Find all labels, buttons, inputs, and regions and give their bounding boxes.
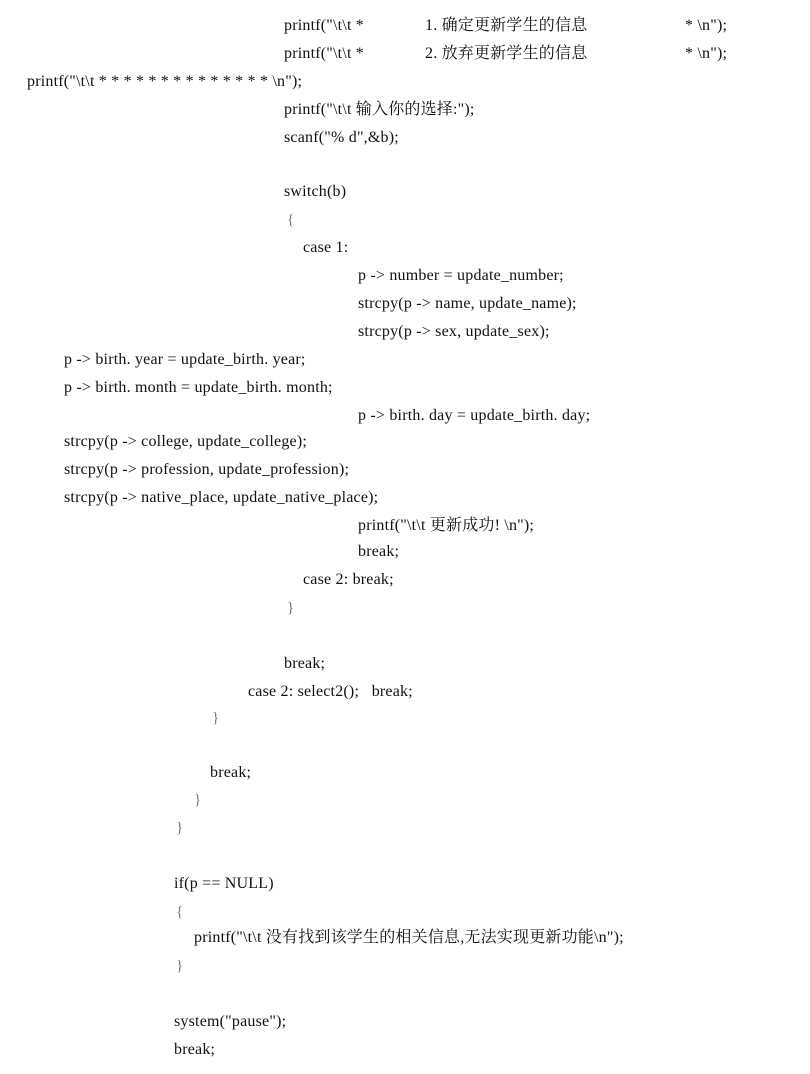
code-brace: { <box>287 212 295 228</box>
code-brace: } <box>212 710 220 726</box>
code-line: case 2: select2(); break; <box>248 683 413 700</box>
code-brace: } <box>176 958 184 974</box>
code-line: printf("\t\t * <box>284 45 364 62</box>
code-line: strcpy(p -> name, update_name); <box>358 295 577 312</box>
code-line: strcpy(p -> native_place, update_native_place); <box>64 489 379 506</box>
code-line: break; <box>284 655 326 672</box>
code-brace: } <box>194 792 202 808</box>
code-line: printf("\t\t * * * * * * * * * * * * * * \n"); <box>27 73 303 90</box>
code-line: scanf("% d",&b); <box>284 129 399 146</box>
code-line: printf("\t\t 更新成功! \n"); <box>358 517 535 534</box>
code-line: break; <box>358 543 400 560</box>
code-line: p -> birth. day = update_birth. day; <box>358 407 591 424</box>
code-line: * \n"); <box>685 45 728 62</box>
code-line: strcpy(p -> college, update_college); <box>64 433 307 450</box>
code-line: p -> birth. month = update_birth. month; <box>64 379 333 396</box>
code-line: * \n"); <box>685 17 728 34</box>
code-line: p -> birth. year = update_birth. year; <box>64 351 306 368</box>
code-line: system("pause"); <box>174 1013 287 1030</box>
code-brace: { <box>176 904 184 920</box>
code-line: printf("\t\t 输入你的选择:"); <box>284 101 475 118</box>
code-line: case 2: break; <box>303 571 394 588</box>
code-line: case 1: <box>303 239 349 256</box>
code-line: 2. 放弃更新学生的信息 <box>425 45 588 62</box>
code-line: p -> number = update_number; <box>358 267 564 284</box>
code-brace: } <box>176 820 184 836</box>
code-brace: } <box>287 600 295 616</box>
code-line: printf("\t\t * <box>284 17 364 34</box>
code-line: printf("\t\t 没有找到该学生的相关信息,无法实现更新功能\n"); <box>194 929 624 946</box>
code-line: if(p == NULL) <box>174 875 274 892</box>
code-line: break; <box>174 1041 216 1058</box>
code-line: strcpy(p -> profession, update_profession); <box>64 461 350 478</box>
code-line: switch(b) <box>284 183 347 200</box>
code-line: break; <box>210 764 252 781</box>
code-line: 1. 确定更新学生的信息 <box>425 17 588 34</box>
code-line: strcpy(p -> sex, update_sex); <box>358 323 550 340</box>
